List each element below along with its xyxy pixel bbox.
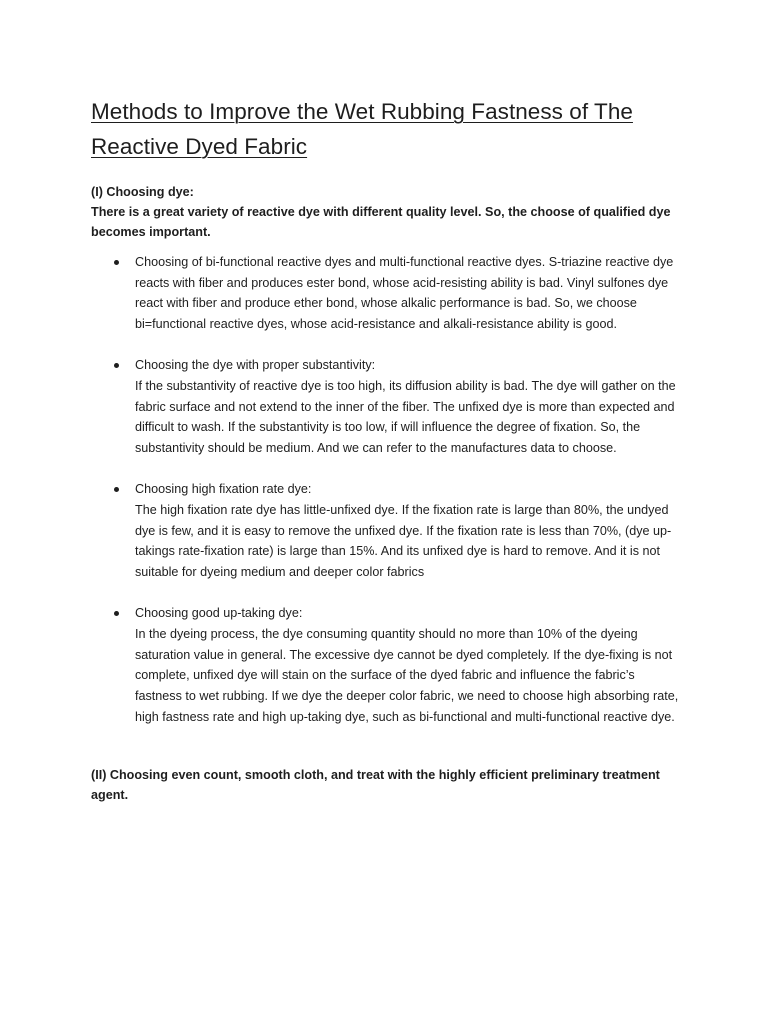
bullet-body: The high fixation rate dye has little-unfixed dye. If the fixation rate is large than 80%, the undyed dye is few, and it is easy to remove the unfixed dye. If the fixation rate is less than 70%, (dye up-takings rate-fixation rate) is large than 15%. And its unfixed dye is hard to remove. And it is not suitable for dyeing medium and deeper color fabrics	[135, 503, 672, 580]
bullet-icon	[114, 611, 119, 616]
section-one-heading: (I) Choosing dye:	[91, 185, 194, 199]
document-title: Methods to Improve the Wet Rubbing Fastness of The Reactive Dyed Fabric	[91, 99, 633, 159]
bullet-lead: Choosing the dye with proper substantivity:	[135, 358, 376, 373]
bullet-icon	[114, 363, 119, 368]
bullet-lead: Choosing high fixation rate dye:	[135, 482, 312, 497]
bullet-list	[91, 252, 680, 728]
bullet-icon	[114, 260, 119, 265]
bullet-lead: Choosing good up-taking dye:	[135, 606, 303, 621]
list-item	[91, 355, 680, 459]
section-one-intro: There is a great variety of reactive dye with different quality level. So, the choose of qualified dye becomes important.	[91, 205, 671, 239]
bullet-icon	[114, 487, 119, 492]
section-two-heading: (II) Choosing even count, smooth cloth, and treat with the highly efficient preliminary treatment agent.	[91, 767, 660, 802]
bullet-body: If the substantivity of reactive dye is too high, its diffusion ability is bad. The dye will gather on the fabric surface and not extend to the inner of the fiber. The unfixed dye is more than expected and difficult to wash. If the substantivity is too low, if will influence the degree of fixation. So, the substantivity should be medium. And we can refer to the manufactures data to choose.	[135, 379, 676, 456]
bullet-lead: Choosing of bi-functional reactive dyes and multi-functional reactive dyes. S-triazine reactive dye reacts with fiber and produces ester bond, whose acid-resisting ability is bad. Vinyl sulfones dye react with fiber and produce ether bond, whose alkalic performance is bad. So, we choose bi=functional reactive dyes, whose acid-resistance and alkali-resistance ability is good.	[135, 255, 674, 332]
list-item	[91, 252, 680, 335]
bullet-body: In the dyeing process, the dye consuming quantity should no more than 10% of the dyeing saturation value in general. The excessive dye cannot be dyed completely. If the dye-fixing is not complete, unfixed dye will stain on the surface of the dyed fabric and influence the fabric’s fastness to wet rubbing. If we dye the deeper color fabric, we need to choose high absorbing rate, high fastness rate and high up-taking dye, such as bi-functional and multi-functional reactive dye.	[135, 627, 679, 724]
list-item	[91, 603, 680, 727]
list-item	[91, 479, 680, 583]
